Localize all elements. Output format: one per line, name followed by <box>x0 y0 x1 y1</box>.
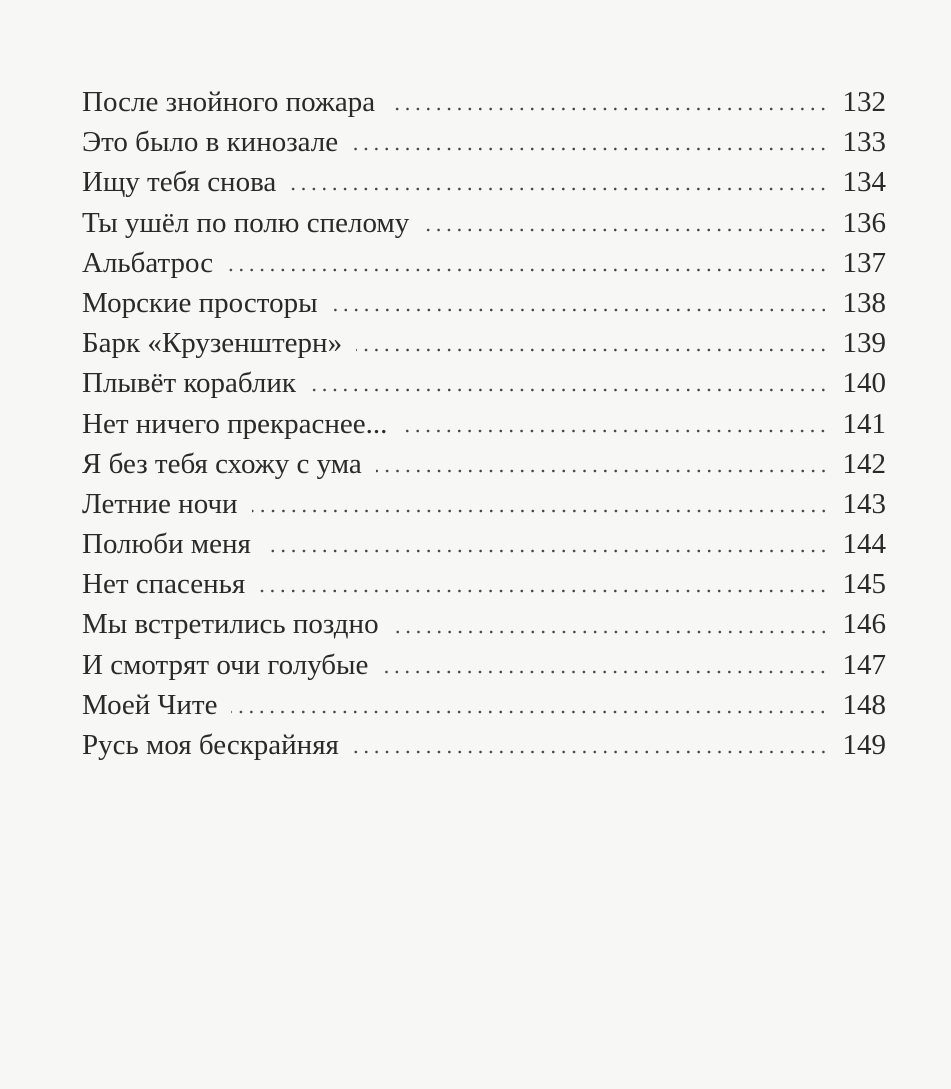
dot-leader <box>393 630 829 634</box>
toc-entry <box>82 484 886 524</box>
toc-entry-page: 134 <box>842 166 886 199</box>
toc-entry-title: Нет спасенья <box>82 568 246 601</box>
toc-entry-page: 136 <box>842 206 886 239</box>
toc-entry-page: 139 <box>842 327 886 360</box>
toc-entry-page: 148 <box>842 688 886 721</box>
dot-leader <box>265 549 829 553</box>
dot-leader <box>423 228 828 232</box>
dot-leader <box>389 107 828 111</box>
dot-leader <box>382 670 828 674</box>
toc-entry-page: 141 <box>842 407 886 440</box>
toc-entry-title: Морские просторы <box>82 286 318 319</box>
toc-entry-title: Плывёт кораблик <box>82 367 296 400</box>
toc-entry-page: 145 <box>842 568 886 601</box>
toc-entry-page: 138 <box>842 286 886 319</box>
toc-entry <box>82 645 886 685</box>
dot-leader <box>356 348 828 352</box>
toc-entry-page: 144 <box>842 528 886 561</box>
toc-entry-title: Ищу тебя снова <box>82 166 277 199</box>
toc-entry-title: Моей Чите <box>82 688 218 721</box>
toc-entry-title: Мы встретились поздно <box>82 608 379 641</box>
toc-entry-page: 149 <box>842 729 886 761</box>
dot-leader <box>401 429 828 433</box>
toc-entry-page: 132 <box>842 86 886 118</box>
dot-leader <box>231 710 828 714</box>
dot-leader <box>252 509 829 513</box>
toc-entry <box>82 283 886 323</box>
dot-leader <box>227 268 828 272</box>
toc-entry <box>82 564 886 604</box>
toc-entry-title: Нет ничего прекраснее... <box>82 407 388 440</box>
dot-leader <box>376 469 829 473</box>
toc-entry-page: 140 <box>842 367 886 400</box>
toc-entry-title: Альбатрос <box>82 246 214 279</box>
toc-entry-title: Ты ушёл по полю спелому <box>82 206 410 239</box>
toc-entry <box>82 162 886 202</box>
toc-entry <box>82 82 886 122</box>
dot-leader <box>353 750 829 754</box>
toc-entry <box>82 363 886 403</box>
toc-entry <box>82 685 886 725</box>
toc-entry-page: 143 <box>842 487 886 520</box>
toc-entry-title: Летние ночи <box>82 487 238 520</box>
toc-entry <box>82 604 886 644</box>
toc-entry <box>82 725 886 765</box>
toc-entry <box>82 122 886 162</box>
toc-entry-title: И смотрят очи голубые <box>82 648 369 681</box>
toc-entry-title: Это было в кинозале <box>82 126 339 159</box>
toc-entry <box>82 203 886 243</box>
dot-leader <box>259 589 828 593</box>
dot-leader <box>332 308 829 312</box>
toc-entry-title: Я без тебя схожу с ума <box>82 447 362 480</box>
dot-leader <box>352 147 828 151</box>
toc-entry <box>82 323 886 363</box>
toc-entry <box>82 444 886 484</box>
dot-leader <box>290 187 828 191</box>
toc-entry <box>82 404 886 444</box>
toc-entry-page: 146 <box>842 608 886 641</box>
toc-entry-title: Русь моя бескрайняя <box>82 729 339 761</box>
toc-entry <box>82 524 886 564</box>
toc-entry-page: 142 <box>842 447 886 480</box>
toc-entry-title: Полюби меня <box>82 528 251 561</box>
dot-leader <box>310 388 829 392</box>
toc-entry <box>82 243 886 283</box>
toc-entry-page: 147 <box>842 648 886 681</box>
toc-entry-page: 137 <box>842 246 886 279</box>
toc-entry-page: 133 <box>842 126 886 159</box>
toc-entry-title: После знойного пожара <box>82 86 376 118</box>
toc-entry-title: Барк «Крузенштерн» <box>82 327 343 360</box>
table-of-contents <box>82 82 886 765</box>
